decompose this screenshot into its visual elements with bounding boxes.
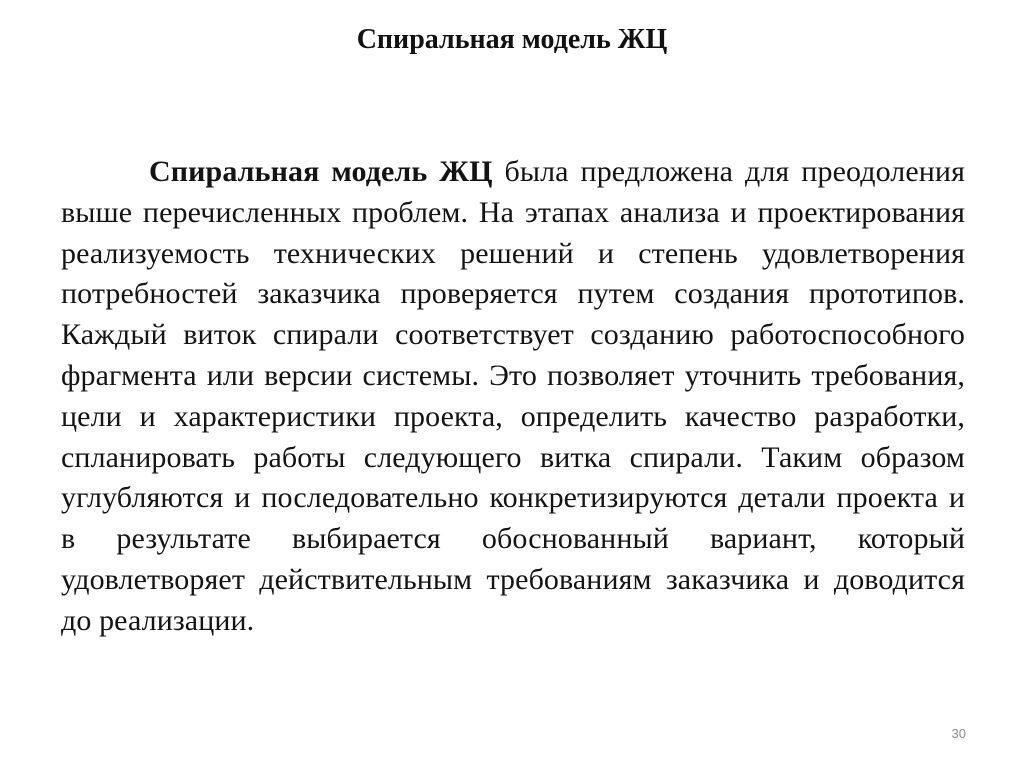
body-paragraph (61, 152, 965, 642)
body-lead-term: Спиральная модель ЖЦ (149, 155, 493, 188)
slide-title: Спиральная модель ЖЦ (356, 24, 668, 55)
page-number: 30 (951, 726, 966, 741)
body-text: была предложена для преодоления выше перечисленных проблем. На этапах анализа и проектирования реализуемость технических решений и степень удовлетворения потребностей заказчика проверяется путем создания прототипов. Каждый виток спирали соответствует созданию работоспособного фрагмента или версии системы. Это позволяет уточнить требования, цели и характеристики проекта, определить качество разработки, спланировать работы следующего витка спирали. Таким образом углубляются и последовательно конкретизируются детали проекта и в результате выбирается обоснованный вариант, который удовлетворяет действительным требованиям заказчика и доводится до реализации. (61, 155, 965, 637)
